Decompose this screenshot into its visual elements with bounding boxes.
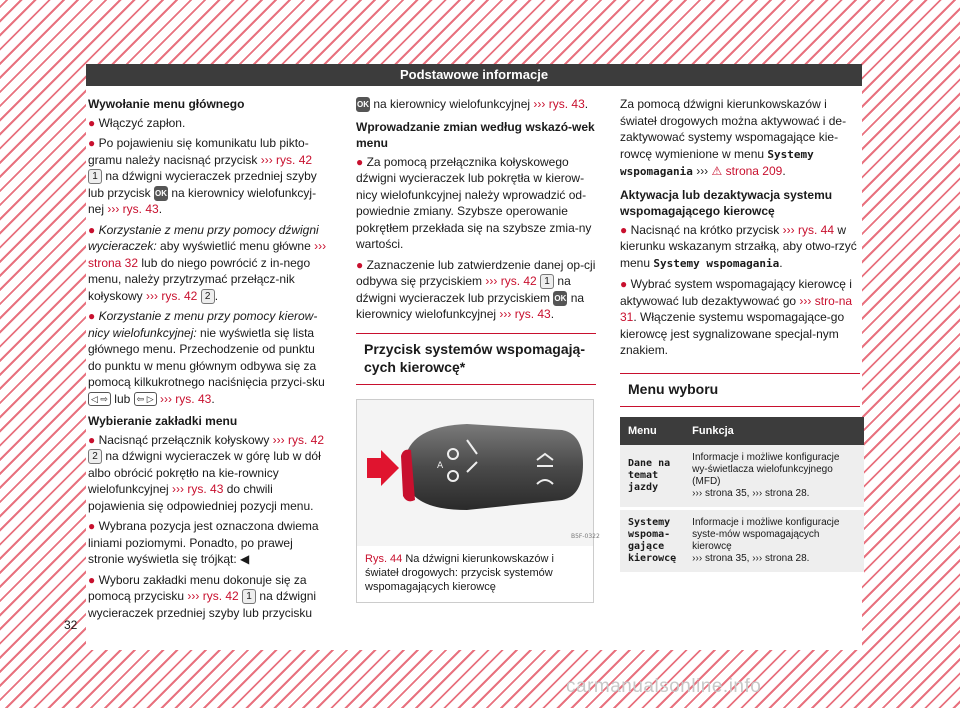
ref-link[interactable]: ››› rys. 43: [159, 391, 212, 406]
ref-link[interactable]: ››› rys. 42: [260, 152, 313, 167]
callout-number: 2: [88, 449, 102, 464]
ref-link[interactable]: strona 209: [725, 164, 783, 178]
ok-button-icon: OK: [356, 97, 370, 112]
bullet-choose-tab: ● Wyboru zakładki menu dokonuje się za pomocą przycisku ››› rys. 42 1 na dźwigni wycieraczek przedniej szyby lub przycisku: [88, 572, 317, 620]
section-driver-assist-button: [356, 333, 596, 385]
bullet-ignition: ● Włączyć zapłon.: [88, 115, 186, 130]
ref-link[interactable]: ››› rys. 42: [146, 288, 198, 303]
callout-number: 1: [88, 169, 102, 184]
page-number: 32: [64, 618, 78, 632]
figure-44: [356, 399, 600, 603]
table-header-function: Funkcja: [684, 417, 864, 446]
bullet-icon: ●: [88, 136, 96, 150]
ok-button-icon: OK: [553, 291, 567, 306]
table-cell-function: Informacje i możliwe konfiguracje wy-świetlacza wielofunkcyjnego (MFD) ››› strona 35, ››› strona 28.: [684, 445, 864, 509]
callout-number: 1: [242, 589, 256, 604]
bullet-icon: ●: [88, 115, 96, 130]
table-cell-menu: Systemy wspoma-gające kierowcę: [620, 509, 684, 574]
para-ok-continued: OK na kierownicy wielofunkcyjnej ››› rys. 43.: [357, 97, 589, 111]
bullet-icon: ●: [88, 432, 96, 447]
ref-link[interactable]: ››› rys. 42: [485, 274, 537, 288]
section-menu-selection: [620, 373, 860, 407]
ref-link[interactable]: ››› strona 35, ››› strona 28.: [692, 488, 810, 499]
ref-link[interactable]: ››› rys. 43: [499, 307, 551, 321]
table-header-menu: Menu: [620, 417, 684, 446]
column-1: [88, 96, 328, 625]
bullet-selected-item: ● Wybrana pozycja jest oznaczona dwiema liniami poziomymi. Ponadto, po prawej stronie wyświetla się trójkąt: ◀: [88, 519, 319, 566]
heading-select-tab: Wybieranie zakładki menu: [88, 414, 238, 428]
right-arrow-button-icon: ⇦ ▷: [134, 392, 157, 406]
stalk-illustration: [357, 400, 600, 546]
bullet-steering-menu: ● Korzystanie z menu przy pomocy kierow-nicy wielofunkcyjnej: nie wyświetla się lista głównego menu. Przechodzenie od punktu do punktu w menu głównym odbywa się za pomocą kilkukrotnego naciśnięcia przyci-sku ◁ ⇨ lub ⇦ ▷ ››› rys. 43.: [88, 309, 325, 406]
column-2: [356, 96, 600, 603]
heading-main-menu: Wywołanie menu głównego: [88, 97, 245, 111]
bullet-icon: ●: [620, 222, 628, 237]
table-cell-function: Informacje i możliwe konfiguracje syste-mów wspomagających kierowcę ››› strona 35, ››› strona 28.: [684, 509, 864, 574]
para-intro: Za pomocą dźwigni kierunkowskazów i świateł drogowych można aktywować i de-zaktywować systemy wspomagające kie-rowcę wymienione w menu Systemy wspomagania ››› ⚠ strona 209.: [620, 97, 847, 178]
bullet-confirm: ● Zaznaczenie lub zatwierdzenie danej op-cji odbywa się przyciskiem ››› rys. 42 1 na dźwigni wycieraczek lub przyciskiem OK na kierownicy wielofunkcyjnej ››› rys. 43.: [356, 257, 596, 321]
figure-label: Rys. 44: [365, 552, 403, 565]
ref-link[interactable]: ››› rys. 42: [187, 589, 239, 603]
bullet-icon: ●: [356, 154, 364, 169]
ref-link[interactable]: ››› strona 32: [88, 239, 327, 270]
heading-changes: Wprowadzanie zmian według wskazó-wek menu: [356, 119, 595, 150]
table-row: [620, 509, 864, 574]
bullet-icon: ●: [88, 519, 96, 533]
ref-link[interactable]: ››› rys. 44: [782, 222, 834, 237]
figure-image: [357, 400, 600, 546]
ref-link[interactable]: ››› rys. 43: [172, 482, 224, 496]
watermark: carmanualsonline.info: [566, 676, 762, 697]
bullet-rocker: ● Nacisnąć przełącznik kołyskowy ››› rys. 42 2 na dźwigni wycieraczek w górę lub w dół albo obrócić pokrętło na kie-rownicy wielofunkcyjnej ››› rys. 43 do chwili pojawienia się odpowiedniej pozycji menu.: [88, 432, 324, 513]
page-header: Podstawowe informacje: [86, 64, 862, 86]
bullet-icon: ●: [88, 309, 96, 323]
section-title: Przycisk systemów wspomagają-cych kierowcę*: [364, 340, 585, 375]
bullet-icon: ●: [356, 257, 364, 272]
bullet-icon: ●: [88, 222, 96, 237]
table-header-row: [620, 417, 864, 446]
stalk-label-a: A: [437, 460, 444, 471]
bullet-short-press: ● Nacisnąć na krótko przycisk ››› rys. 44 w kierunku wskazanym strzałką, aby otwo-rzyć menu Systemy wspomagania.: [620, 222, 857, 270]
ref-link[interactable]: ››› rys. 43: [107, 202, 159, 216]
ref-link[interactable]: ››› strona 35, ››› strona 28.: [692, 553, 810, 564]
bullet-press-button: ● Po pojawieniu się komunikatu lub pikto-gramu należy nacisnąć przycisk ››› rys. 42 1 na dźwigni wycieraczek przedniej szyby lub przycisk OK na kierownicy wielofunkcyj-nej ››› rys. 43.: [88, 136, 317, 216]
left-arrow-button-icon: ◁ ⇨: [88, 392, 111, 406]
ref-link[interactable]: ››› stro-na 31: [620, 293, 853, 324]
bullet-icon: ●: [620, 277, 628, 291]
ref-link[interactable]: ››› rys. 42: [272, 432, 324, 447]
table-row: [620, 445, 864, 509]
bullet-rocker-changes: ● Za pomocą przełącznika kołyskowego dźwigni wycieraczek lub pokrętła w kierow-nicy wielofunkcyjnej należy wprowadzić od-powiednie zmiany. Szybsze operowanie pokrętłem przekłada się na szybsze zmia-ny wartości.: [356, 154, 592, 251]
callout-number: 2: [201, 289, 215, 304]
figure-caption: Rys. 44 Na dźwigni kierunkowskazów i świateł drogowych: przycisk systemów wspomagających kierowcę: [365, 552, 554, 593]
menu-name: Systemy wspomagania: [620, 147, 814, 178]
bullet-choose-system: ● Wybrać system wspomagający kierowcę i aktywować lub dezaktywować go ››› stro-na 31. Włączenie systemu wspomagające-go kierowcę jest sygnalizowane specjal-nym znakiem.: [620, 277, 853, 357]
figure-code: B5F-0322: [571, 532, 600, 540]
section-title: Menu wyboru: [628, 380, 719, 397]
manual-page: [64, 64, 862, 650]
callout-number: 1: [540, 274, 554, 289]
car-warning-icon: ⚠: [711, 164, 723, 178]
bullet-wiper-menu: ● Korzystanie z menu przy pomocy dźwigni wycieraczek: aby wyświetlić menu główne ››› strona 32 lub do niego powrócić z in-nego menu, należy przytrzymać przełącz-nik kołyskowy ››› rys. 42 2 .: [88, 222, 327, 303]
menu-table: [620, 417, 864, 576]
heading-activation: Aktywacja lub dezaktywacja systemu wspomagającego kierowcę: [620, 187, 833, 218]
ref-link[interactable]: ››› rys. 43: [533, 97, 585, 111]
table-cell-menu: Dane na temat jazdy: [620, 445, 684, 509]
menu-name: Systemy wspomagania: [653, 256, 780, 270]
ok-button-icon: OK: [154, 186, 168, 201]
column-3: [620, 96, 860, 575]
bullet-icon: ●: [88, 572, 96, 587]
